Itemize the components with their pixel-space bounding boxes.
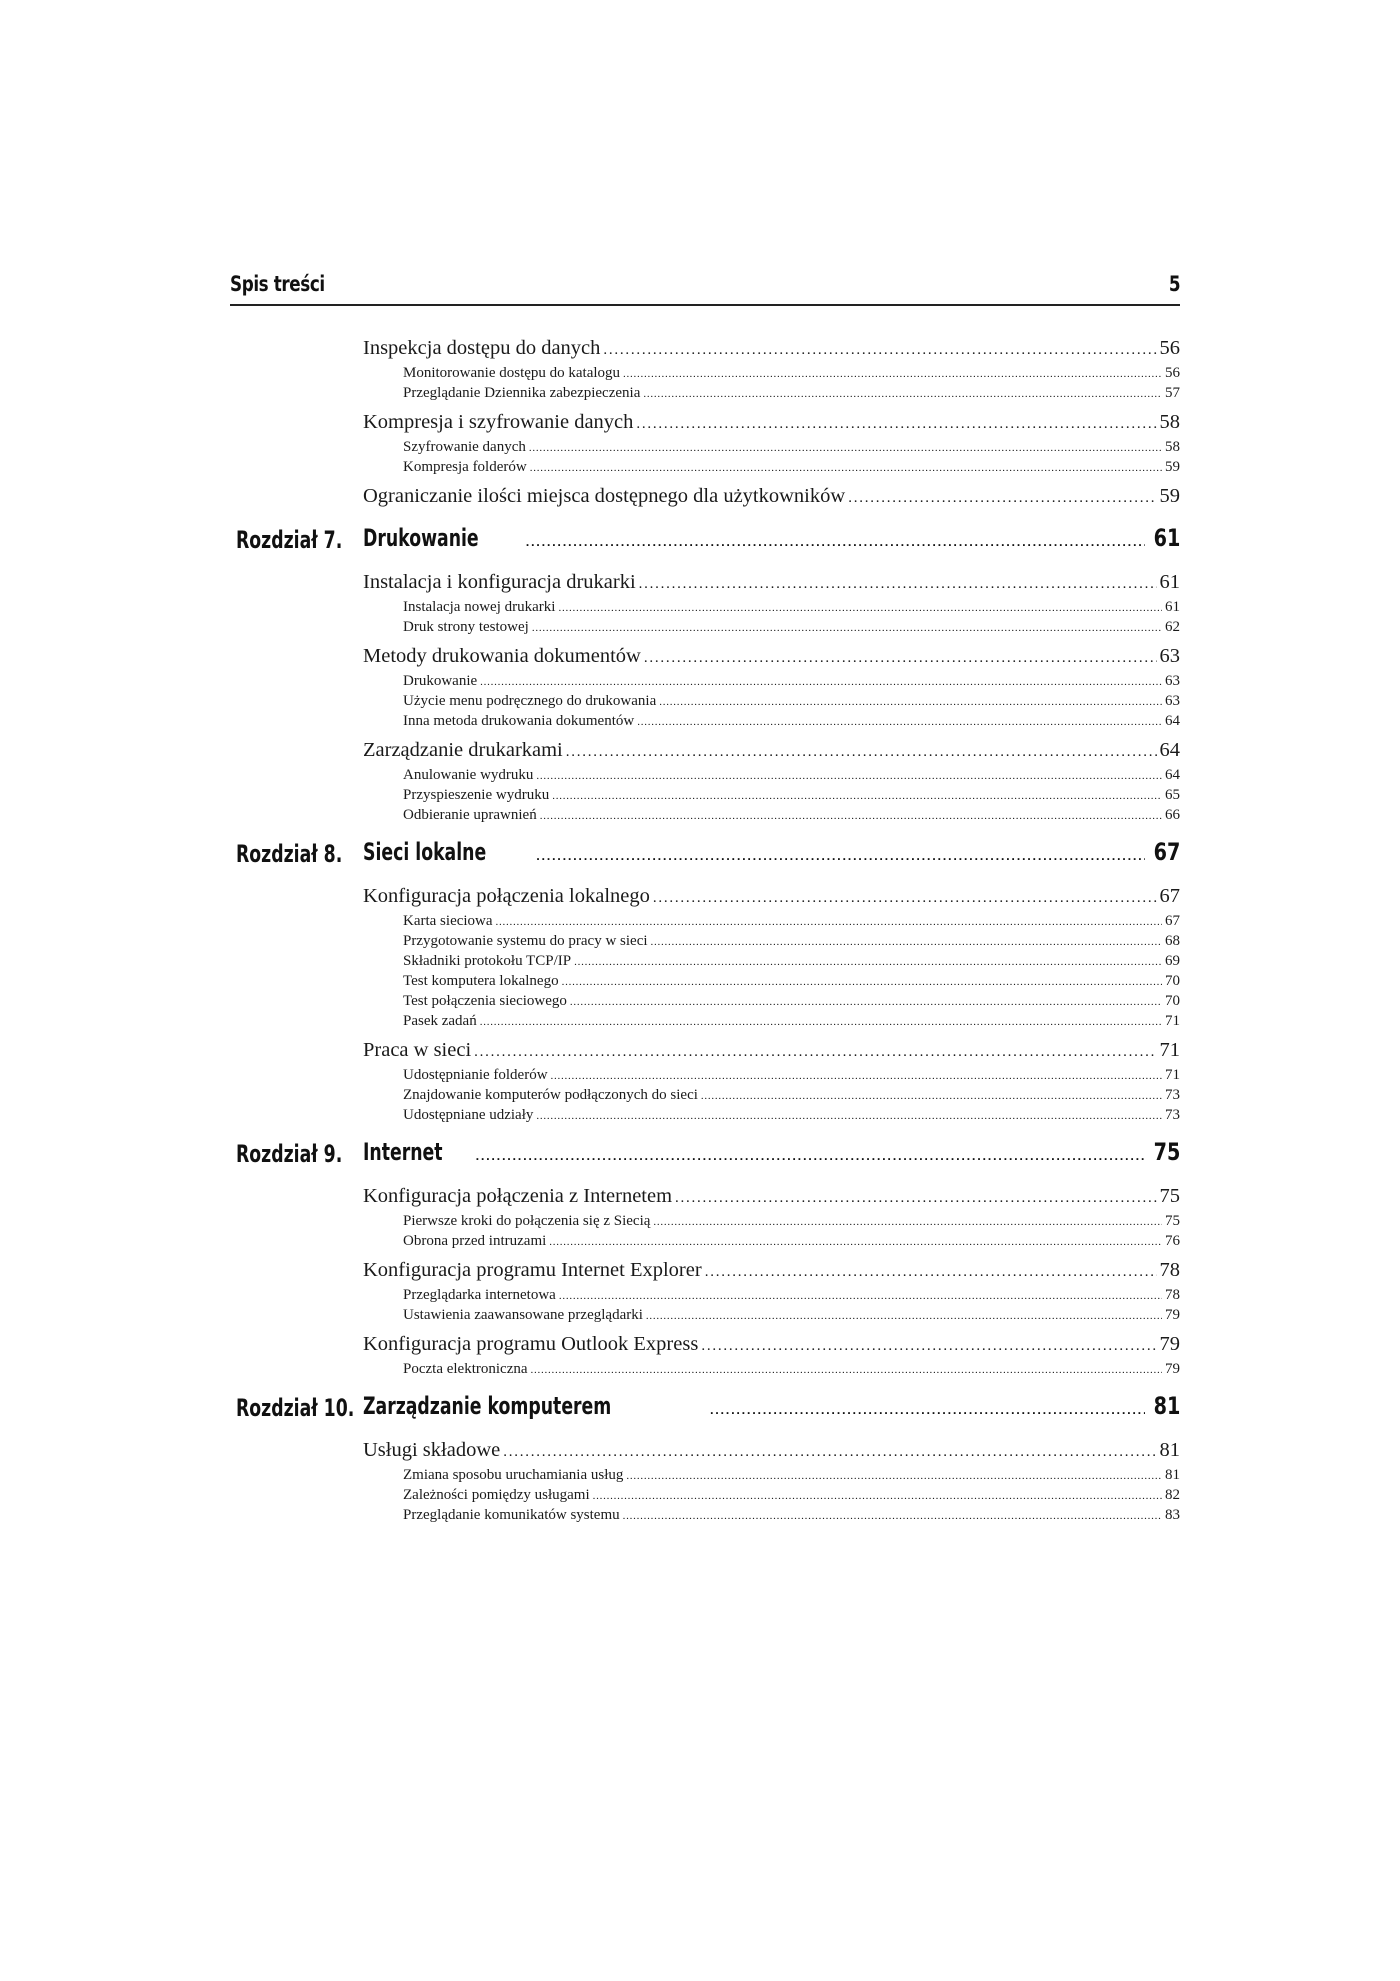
toc-entry-page: 81 [1165,1467,1180,1483]
toc-entry-page: 79 [1165,1307,1180,1323]
toc-entry-page: 82 [1165,1487,1180,1503]
toc-entry-title: Przeglądarka internetowa [403,1287,556,1303]
dot-leader [659,693,1162,712]
toc-section [230,1036,1180,1066]
toc-subsection [230,598,1180,618]
dot-leader [651,933,1162,952]
dot-leader [475,1152,1144,1163]
chapter-page: 75 [1153,1138,1180,1166]
toc-subsection [230,384,1180,404]
toc-entry-title: Ograniczanie ilości miejsca dostępnego dla użytkowników [363,485,846,507]
toc-entry-page: 78 [1159,1259,1180,1281]
toc-entry-page: 58 [1159,411,1180,433]
chapter-title: Drukowanie [363,524,479,552]
toc-entry-page: 62 [1165,619,1180,635]
toc-section [230,408,1180,438]
toc-entry-title: Ustawienia zaawansowane przeglądarki [403,1307,643,1323]
dot-leader [653,1213,1162,1232]
toc-subsection [230,786,1180,806]
toc-subsection [230,618,1180,638]
toc-entry-page: 59 [1159,485,1180,507]
toc-entry-page: 63 [1165,673,1180,689]
chapter-page: 61 [1153,524,1180,552]
toc-chapter [230,1138,1180,1172]
dot-leader [570,993,1162,1012]
toc-entry-page: 79 [1165,1361,1180,1377]
toc-entry-page: 61 [1165,599,1180,615]
toc-subsection [230,692,1180,712]
toc-entry-title: Karta sieciowa [403,913,493,929]
toc-subsection [230,458,1180,478]
toc-entry-page: 71 [1159,1039,1180,1061]
toc-subsection [230,1360,1180,1380]
dot-leader [643,385,1162,404]
toc-entry-page: 67 [1159,885,1180,907]
toc-section [230,642,1180,672]
toc-entry-page: 61 [1159,571,1180,593]
toc-entry-title: Kompresja folderów [403,459,527,475]
toc-section [230,736,1180,766]
chapter-number: Rozdział 8. [236,840,343,868]
running-header [230,268,1180,306]
dot-leader [646,1307,1162,1326]
toc-entry-title: Praca w sieci [363,1039,472,1061]
running-header-title: Spis treści [230,272,325,296]
toc-entry-page: 70 [1165,973,1180,989]
toc-entry-title: Odbieranie uprawnień [403,807,537,823]
toc-entry-title: Konfiguracja programu Internet Explorer [363,1259,702,1281]
dot-leader [496,913,1162,932]
toc-entry-title: Użycie menu podręcznego do drukowania [403,693,657,709]
running-header-page-number: 5 [1168,272,1180,296]
toc-entry-page: 67 [1165,913,1180,929]
chapter-number: Rozdział 7. [236,526,343,554]
toc-entry-title: Inspekcja dostępu do danych [363,337,601,359]
toc-entry-title: Konfiguracja połączenia lokalnego [363,885,650,907]
toc-section [230,882,1180,912]
toc-section [230,1330,1180,1360]
dot-leader [675,1184,1156,1212]
dot-leader [705,1258,1157,1286]
toc-entry-title: Obrona przed intruzami [403,1233,547,1249]
toc-entry-page: 59 [1165,459,1180,475]
toc-subsection [230,972,1180,992]
dot-leader [558,599,1162,618]
toc-subsection [230,952,1180,972]
toc-entry-page: 79 [1159,1333,1180,1355]
toc-entry-title: Przyspieszenie wydruku [403,787,550,803]
toc-subsection [230,806,1180,826]
toc-entry-title: Znajdowanie komputerów podłączonych do sieci [403,1087,698,1103]
dot-leader [623,365,1162,384]
toc-entry-title: Pierwsze kroki do połączenia się z Siecią [403,1213,651,1229]
dot-leader [536,1107,1162,1126]
toc-entry-title: Test połączenia sieciowego [403,993,567,1009]
toc-entry-page: 73 [1165,1107,1180,1123]
toc-entry-page: 81 [1159,1439,1180,1461]
toc-entry-title: Monitorowanie dostępu do katalogu [403,365,621,381]
toc-subsection [230,1232,1180,1252]
toc-subsection [230,1212,1180,1232]
toc-entry-title: Inna metoda drukowania dokumentów [403,713,635,729]
toc-entry-page: 64 [1159,739,1180,761]
toc-subsection [230,912,1180,932]
toc-subsection [230,1466,1180,1486]
toc-entry-page: 75 [1165,1213,1180,1229]
dot-leader [559,1287,1162,1306]
toc-entry-page: 76 [1165,1233,1180,1249]
dot-leader [551,1067,1162,1086]
toc-entry-title: Zarządzanie drukarkami [363,739,563,761]
toc-entry-page: 65 [1165,787,1180,803]
toc-subsection [230,1086,1180,1106]
dot-leader [574,953,1162,972]
toc-entry-title: Konfiguracja programu Outlook Express [363,1333,699,1355]
toc-subsection [230,1486,1180,1506]
toc-entry-page: 58 [1165,439,1180,455]
toc-entry-title: Zmiana sposobu uruchamiania usług [403,1467,624,1483]
dot-leader [603,336,1156,364]
toc-section [230,568,1180,598]
toc-subsection [230,1306,1180,1326]
toc-entry-title: Poczta elektroniczna [403,1361,528,1377]
chapter-title: Internet [363,1138,443,1166]
toc-entry-title: Druk strony testowej [403,619,529,635]
toc-entry-page: 57 [1165,385,1180,401]
toc-entry-title: Pasek zadań [403,1013,477,1029]
toc-entry-title: Udostępnianie folderów [403,1067,548,1083]
dot-leader [623,1507,1162,1526]
toc-entry-page: 71 [1165,1013,1180,1029]
toc-section [230,1436,1180,1466]
dot-leader [531,1361,1162,1380]
toc-entry-page: 64 [1165,767,1180,783]
dot-leader [536,767,1162,786]
dot-leader [536,852,1145,863]
dot-leader [552,787,1162,806]
toc-subsection [230,438,1180,458]
toc-entry-title: Przeglądanie Dziennika zabezpieczenia [403,385,641,401]
dot-leader [637,713,1162,732]
toc-entry-page: 69 [1165,953,1180,969]
toc-entry-title: Zależności pomiędzy usługami [403,1487,590,1503]
toc-chapter [230,838,1180,872]
toc-subsection [230,1066,1180,1086]
toc-subsection [230,766,1180,786]
dot-leader [653,884,1157,912]
dot-leader [532,619,1162,638]
toc-entry-title: Składniki protokołu TCP/IP [403,953,572,969]
dot-leader [549,1233,1162,1252]
toc-subsection [230,1286,1180,1306]
toc-subsection [230,1506,1180,1526]
dot-leader [503,1438,1156,1466]
toc-entry-title: Usługi składowe [363,1439,501,1461]
toc-chapter [230,524,1180,558]
toc-entry-title: Instalacja nowej drukarki [403,599,556,615]
toc-entry-title: Szyfrowanie danych [403,439,526,455]
toc-section [230,482,1180,512]
dot-leader [530,459,1162,478]
toc-entry-title: Metody drukowania dokumentów [363,645,641,667]
toc-section [230,1256,1180,1286]
toc-entry-page: 64 [1165,713,1180,729]
toc-entry-page: 70 [1165,993,1180,1009]
toc-entry-page: 73 [1165,1087,1180,1103]
toc-entry-page: 63 [1165,693,1180,709]
toc-entry-title: Udostępniane udziały [403,1107,534,1123]
toc-entry-title: Instalacja i konfiguracja drukarki [363,571,636,593]
toc-entry-page: 66 [1165,807,1180,823]
dot-leader [480,673,1162,692]
chapter-page: 67 [1153,838,1180,866]
dot-leader [474,1038,1156,1066]
toc-entry-page: 83 [1165,1507,1180,1523]
chapter-title: Sieci lokalne [363,838,487,866]
dot-leader [566,738,1157,766]
toc-entry-title: Test komputera lokalnego [403,973,559,989]
toc-entry-page: 78 [1165,1287,1180,1303]
toc-entry-page: 56 [1165,365,1180,381]
toc-entry-title: Konfiguracja połączenia z Internetem [363,1185,673,1207]
toc-subsection [230,932,1180,952]
dot-leader [529,439,1162,458]
toc-entry-page: 75 [1159,1185,1180,1207]
dot-leader [639,570,1157,598]
dot-leader [562,973,1162,992]
chapter-title: Zarządzanie komputerem [363,1392,612,1420]
toc-subsection [230,1012,1180,1032]
dot-leader [710,1406,1145,1417]
toc-entry-page: 68 [1165,933,1180,949]
toc-entry-title: Przeglądanie komunikatów systemu [403,1507,620,1523]
dot-leader [593,1487,1162,1506]
toc-subsection [230,992,1180,1012]
toc-entry-page: 63 [1159,645,1180,667]
toc-chapter [230,1392,1180,1426]
toc-entry-title: Anulowanie wydruku [403,767,534,783]
table-of-contents [230,330,1180,1526]
toc-entry-page: 56 [1159,337,1180,359]
dot-leader [701,1332,1156,1360]
dot-leader [636,410,1156,438]
toc-entry-title: Przygotowanie systemu do pracy w sieci [403,933,648,949]
chapter-number: Rozdział 9. [236,1140,343,1168]
chapter-number: Rozdział 10. [236,1394,355,1422]
dot-leader [644,644,1157,672]
toc-entry-title: Kompresja i szyfrowanie danych [363,411,634,433]
toc-subsection [230,364,1180,384]
dot-leader [848,484,1156,512]
dot-leader [480,1013,1162,1032]
dot-leader [540,807,1162,826]
toc-subsection [230,672,1180,692]
dot-leader [701,1087,1162,1106]
toc-subsection [230,712,1180,732]
dot-leader [526,538,1145,549]
toc-subsection [230,1106,1180,1126]
toc-entry-title: Drukowanie [403,673,478,689]
toc-section [230,1182,1180,1212]
chapter-page: 81 [1153,1392,1180,1420]
dot-leader [626,1467,1162,1486]
toc-entry-page: 71 [1165,1067,1180,1083]
toc-section [230,334,1180,364]
